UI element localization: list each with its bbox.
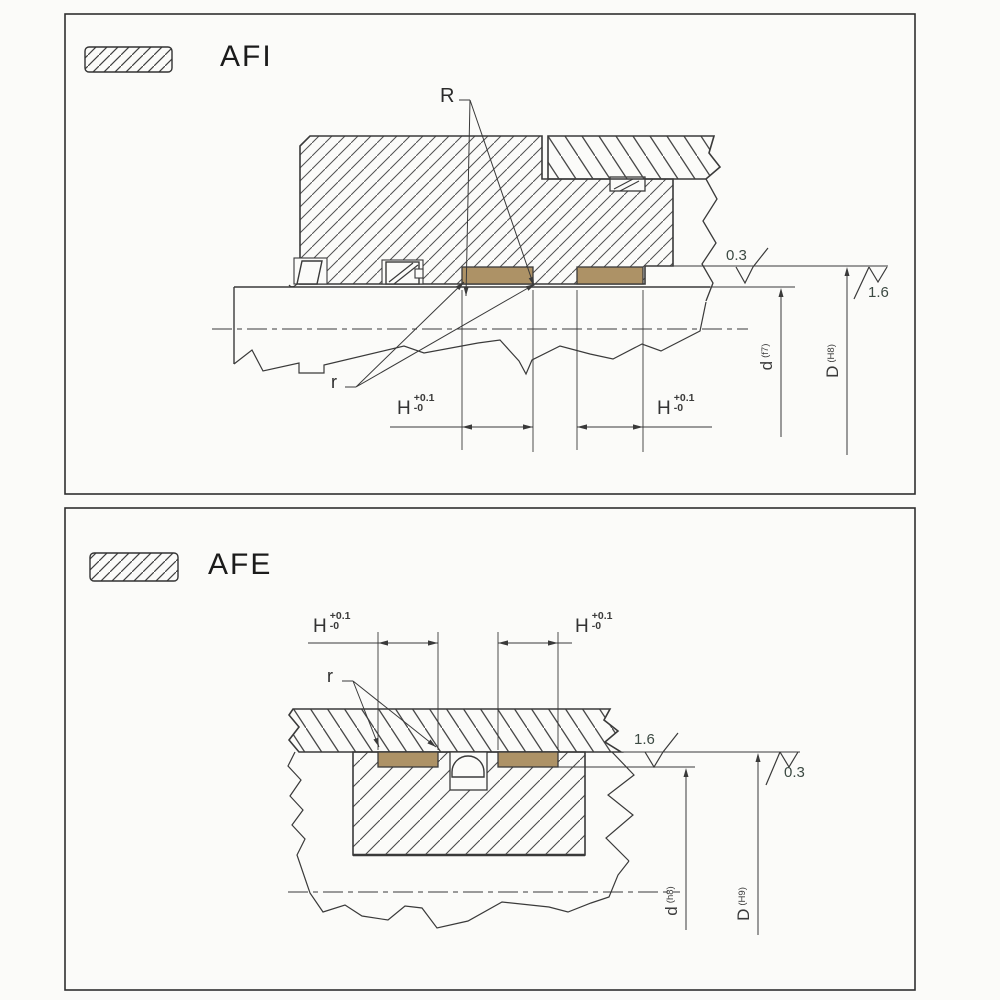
afi-h-minus-right: -0 [673,402,684,414]
afi-legend-swatch [85,47,172,72]
afi-rod-break-line [234,302,706,374]
afi-d-dim-label [757,344,777,371]
afe-d-tolerance: (h8) [665,886,676,904]
afi-D-tolerance: (H8) [826,344,837,363]
afe-h-dim-label-left [313,610,351,638]
afi-R-label: R [440,85,455,107]
afe-d-letter: d [662,906,681,916]
afe-h-base-right: H [575,616,589,637]
afe-h-base-left: H [313,616,327,637]
afe-roughness-groove-value: 1.6 [634,731,655,748]
afe-right-break-line [606,752,634,861]
afe-legend-swatch [90,553,178,581]
afe-d-dim-label [662,886,682,915]
afi-h-plus-left: +0.1 [413,392,435,404]
afi-cylinder-break-line [702,179,717,301]
afe-r-label: r [327,666,333,686]
afi-h-base-left: H [397,398,411,419]
afe-h-tolerances-left [330,611,351,631]
afe-D-tolerance: (H9) [737,887,748,906]
afi-title: AFI [220,40,273,73]
afi-D-letter: D [823,365,842,378]
afi-h-base-right: H [657,398,671,419]
afi-r-label: r [331,372,337,392]
afe-h-dim-label-right [575,610,613,638]
afe-seal-1 [378,752,438,767]
afi-h-dim-label-right [657,392,695,420]
afi-h-tolerances-left [414,393,435,413]
afe-h-plus-left: +0.1 [329,610,351,622]
afi-seal-2 [577,267,643,284]
afi-extension-lines [462,290,643,452]
afe-D-letter: D [734,908,753,921]
afi-wiper-seal [297,261,322,284]
afe-D-dim-label [734,887,754,921]
afe-h-plus-right: +0.1 [591,610,613,622]
afe-cylinder-band [289,709,621,752]
afi-h-plus-right: +0.1 [673,392,695,404]
afe-title: AFE [208,548,273,581]
afi-r-leaders [345,282,535,387]
afe-dD-arrowheads [684,753,761,777]
afi-h-tolerances-right [674,393,695,413]
afi-dD-arrowheads [779,267,850,297]
afe-seal-2 [498,752,558,767]
afi-head-block [548,136,720,179]
afi-roughness-rod-value: 0.3 [726,247,747,264]
afi-d-tolerance: (f7) [760,343,771,358]
afe-h-minus-left: -0 [329,620,340,632]
afi-h-minus-left: -0 [413,402,424,414]
afi-drawing [212,100,888,455]
afi-d-letter: d [757,360,776,371]
afi-seal-1 [462,267,533,284]
afe-roughness-bore-value: 0.3 [784,764,805,781]
afe-drawing [288,632,800,935]
afi-D-dim-label [823,344,843,378]
afe-h-tolerances-right [592,611,613,631]
afi-roughness-groove-value: 1.6 [868,284,889,301]
afi-h-dim-label-left [397,392,435,420]
afi-guide-ring-notch [415,269,423,278]
afe-h-minus-right: -0 [591,620,602,632]
